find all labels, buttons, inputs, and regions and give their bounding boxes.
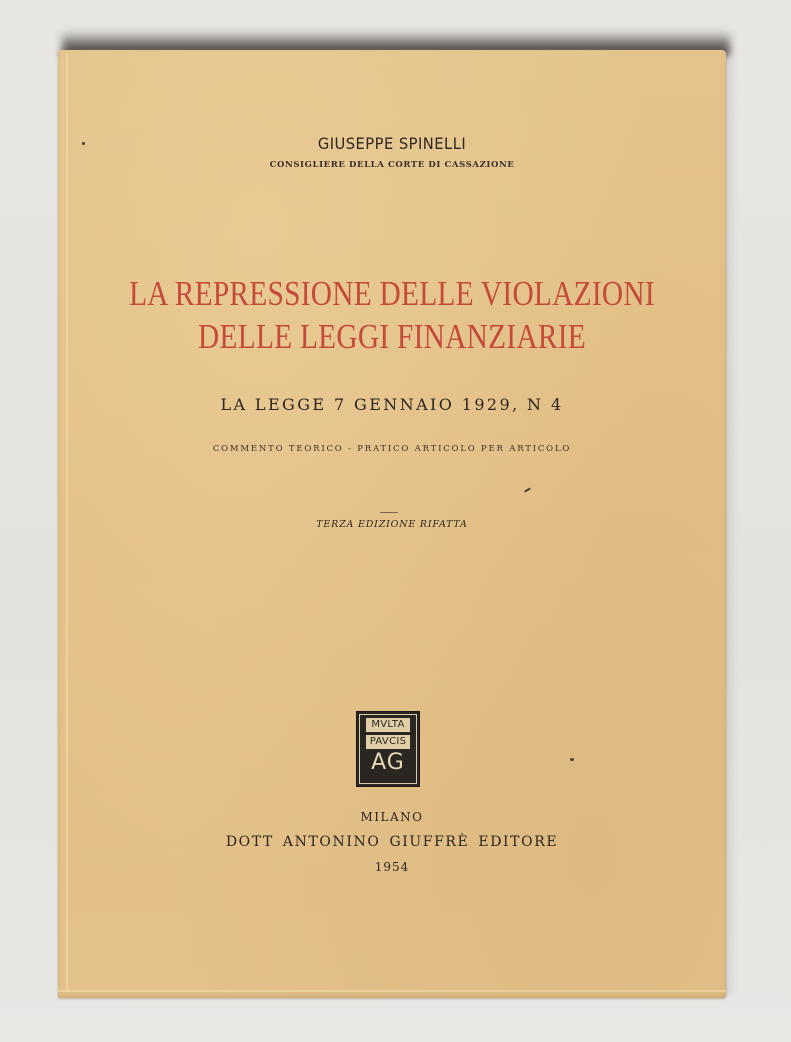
title-line-2: DELLE LEGGI FINANZIARIE	[198, 317, 586, 356]
paper-mark	[524, 487, 531, 492]
publication-year: 1954	[374, 860, 410, 874]
commentary-subtitle: COMMENTO TEORICO - PRATICO ARTICOLO PER ARTICOLO	[212, 444, 572, 454]
author-role: CONSIGLIERE DELLA CORTE DI CASSAZIONE	[269, 160, 515, 170]
logo-band-motto-2: PAVCIS	[366, 735, 410, 749]
paper-speck	[82, 142, 85, 145]
publisher-logo	[356, 711, 420, 787]
edition-label: TERZA EDIZIONE RIFATTA	[316, 519, 468, 530]
publisher-name: DOTT ANTONINO GIUFFRÈ EDITORE	[225, 834, 559, 850]
author-name: GIUSEPPE SPINELLI	[317, 134, 467, 153]
separator-rule	[380, 512, 398, 513]
bottom-fold-line	[58, 990, 726, 992]
law-reference: LA LEGGE 7 GENNAIO 1929, N 4	[220, 395, 564, 414]
paper-speck	[570, 758, 574, 761]
book-cover	[58, 50, 726, 998]
publication-city: MILANO	[360, 810, 424, 824]
logo-monogram: AG	[371, 750, 405, 775]
title-line-1: LA REPRESSIONE DELLE VIOLAZIONI	[129, 274, 655, 313]
logo-band-motto-1: MVLTA	[366, 718, 410, 732]
